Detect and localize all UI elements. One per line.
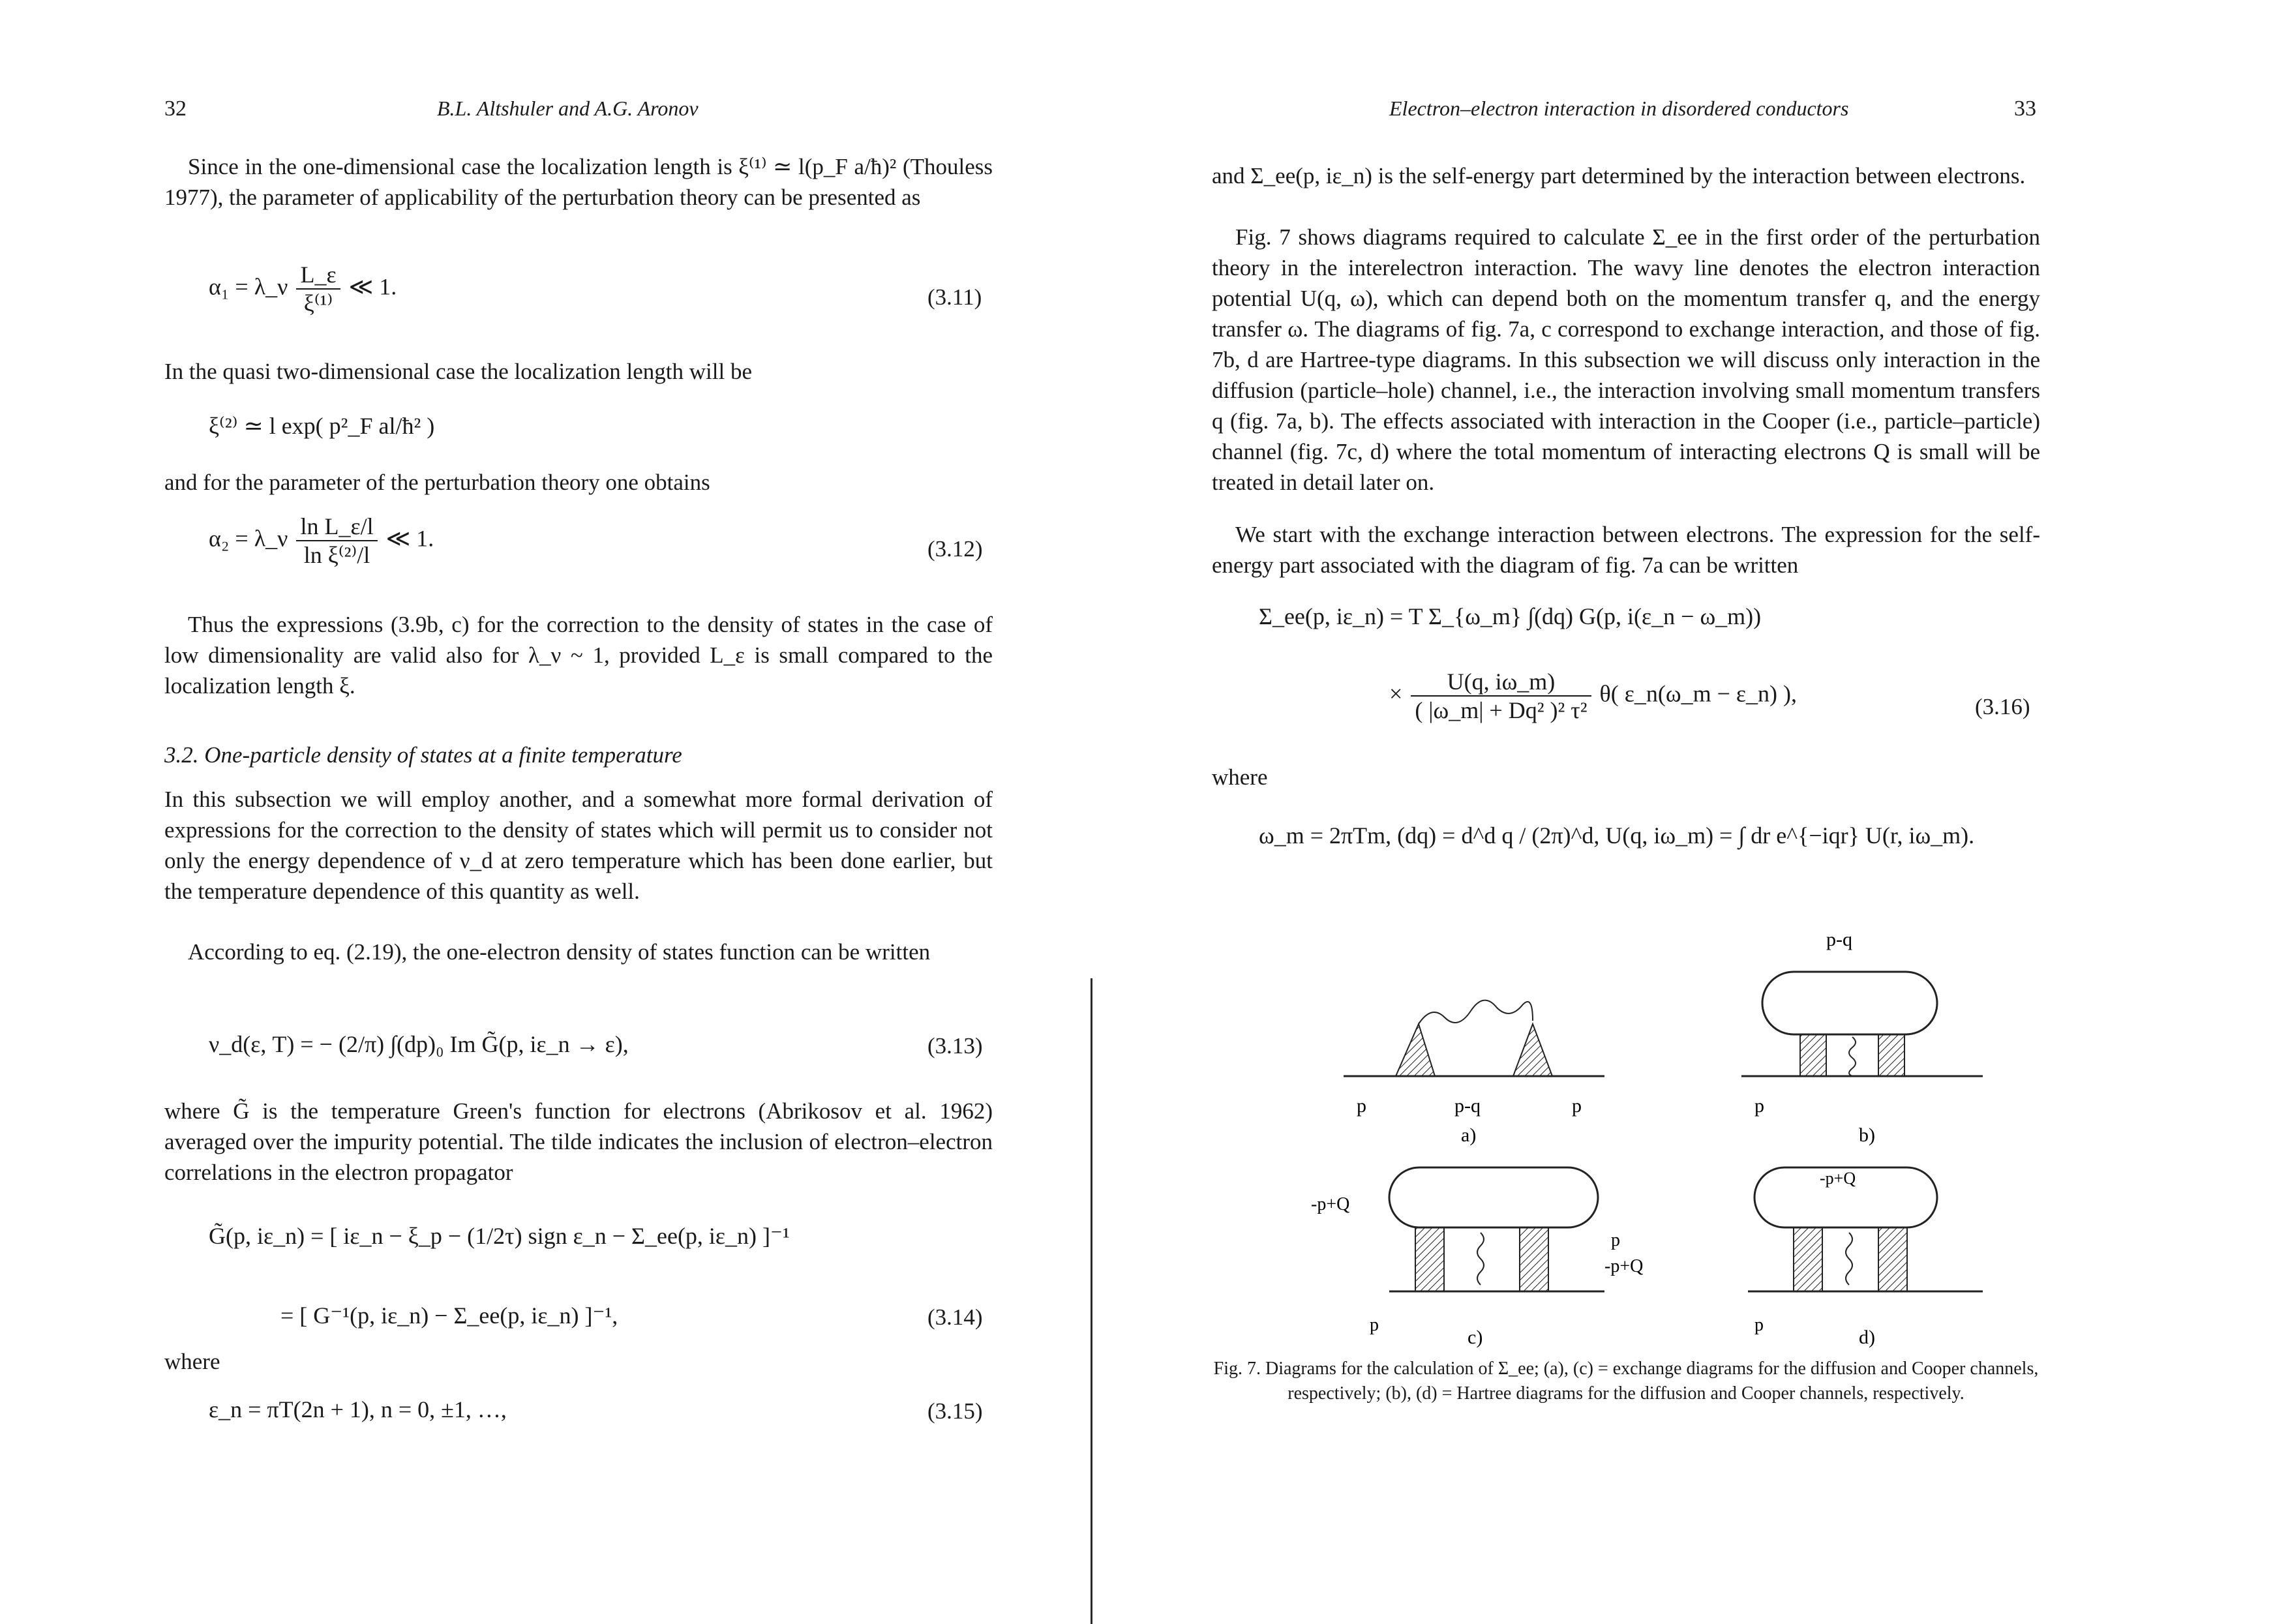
- diagram-c-left-block: [1415, 1227, 1444, 1291]
- equation-3-11: [209, 261, 397, 317]
- diagram-b-label-top: p-q: [1826, 929, 1852, 950]
- diagram-d-wavy-line: [1846, 1233, 1852, 1285]
- diagram-b-left-block: [1800, 1034, 1826, 1076]
- eq312-lhs: α₂ = λ_ν: [209, 525, 288, 552]
- section-title: 3.2. One-particle density of states at a finite temperature: [164, 742, 682, 768]
- diagram-c-label-left: -p+Q: [1311, 1194, 1350, 1214]
- left-where: where: [164, 1349, 220, 1374]
- diagram-c-tag: c): [1468, 1327, 1483, 1348]
- diagram-c-label-bottom: p: [1370, 1315, 1379, 1335]
- diagram-a: [1344, 1000, 1604, 1146]
- eq313-number: (3.13): [927, 1033, 983, 1059]
- eq311-rhs: ≪ 1.: [348, 273, 397, 300]
- equation-3-12: [209, 513, 434, 569]
- eq314-number: (3.14): [927, 1304, 983, 1330]
- left-paragraph-6: According to eq. (2.19), the one-electron density of states function can be written: [188, 939, 931, 965]
- diagram-a-label-mid: p-q: [1454, 1095, 1481, 1117]
- eq312-fraction: [296, 513, 377, 569]
- eq311-number: (3.11): [927, 284, 982, 310]
- diagram-a-tag: a): [1461, 1124, 1477, 1146]
- diagram-a-label-right: p: [1572, 1095, 1582, 1117]
- figure-caption: Fig. 7. Diagrams for the calculation of Σ_ee; (a), (c) = exchange diagrams for the diffusion and Cooper channels, respectively; (b), (d) = Hartree diagrams for the diffusion and Cooper channels, respectively.: [1213, 1359, 2039, 1404]
- figure-7: [1298, 926, 2015, 1370]
- equation-definitions: ω_m = 2πTm, (dq) = d^d q / (2π)^d, U(q, iω_m) = ∫ dr e^{−iqr} U(r, iω_m).: [1259, 822, 1975, 849]
- page-gutter-line: [1091, 978, 1092, 1624]
- diagram-b-wavy-line: [1849, 1037, 1856, 1076]
- diagram-b: [1741, 929, 1983, 1146]
- equation-3-14a: G̃(p, iε_n) = [ iε_n − ξ_p − (1/2τ) sign ε_n − Σ_ee(p, iε_n) ]⁻¹: [209, 1223, 790, 1249]
- left-paragraph-1: Since in the one-dimensional case the localization length is ξ⁽¹⁾ ≃ l(p_F a/ħ)² (Thouless 1977), the parameter of applicability of the perturbation theory can be presented as: [164, 154, 993, 210]
- equation-3-14b: = [ G⁻¹(p, iε_n) − Σ_ee(p, iε_n) ]⁻¹,: [280, 1302, 618, 1329]
- right-where: where: [1212, 764, 1268, 790]
- diagram-d-left-block: [1794, 1227, 1822, 1291]
- diagram-d-label-bottom: p: [1754, 1315, 1764, 1335]
- left-paragraph-3: and for the parameter of the perturbation theory one obtains: [164, 470, 710, 495]
- diagram-d-tag: d): [1859, 1327, 1875, 1348]
- diagram-d-right-block: [1878, 1227, 1907, 1291]
- diagram-c-label-right-mid: -p+Q: [1604, 1256, 1644, 1276]
- diagram-a-right-vertex: [1513, 1024, 1552, 1076]
- eq316-numerator: U(q, iω_m): [1411, 668, 1591, 697]
- diagram-c-wavy-line: [1477, 1233, 1484, 1285]
- eq315-number: (3.15): [927, 1398, 983, 1424]
- diagram-a-wavy-line: [1419, 1000, 1533, 1024]
- left-running-head: B.L. Altshuler and A.G. Aronov: [437, 97, 699, 120]
- eq312-number: (3.12): [927, 536, 983, 562]
- equation-3-15: ε_n = πT(2n + 1), n = 0, ±1, …,: [209, 1396, 507, 1422]
- diagram-b-loop: [1762, 972, 1937, 1034]
- eq312-numerator: ln L_ε/l: [296, 513, 377, 541]
- right-paragraph-2: Fig. 7 shows diagrams required to calculate Σ_ee in the first order of the perturbation theory in the interelectron interaction. The wavy line denotes the electron interaction potential U(q, ω), which can depend both on the momentum transfer q, and the energy transfer ω. The diagrams of fig. 7a, c correspond to exchange interaction, and those of fig. 7b, d are Hartree-type diagrams. In this subsection we will discuss only interaction in the diffusion (particle–hole) channel, i.e., the interaction involving small momentum transfers q (fig. 7a, b). The effects associated with interaction in the Cooper (i.e., particle–particle) channel (fig. 7c, d) where the total momentum of interacting electrons Q is small will be treated in detail later on.: [1212, 224, 2040, 495]
- diagram-c-loop: [1389, 1167, 1598, 1227]
- left-page-number: 32: [164, 97, 187, 121]
- eq312-denominator: ln ξ⁽²⁾/l: [303, 542, 370, 568]
- eq316-number: (3.16): [1975, 694, 2030, 719]
- left-page: [0, 0, 1083, 1617]
- equation-3-16a: Σ_ee(p, iε_n) = T Σ_{ω_m} ∫(dq) G(p, i(ε_n − ω_m)): [1259, 603, 1762, 629]
- eq316-denominator: ( |ω_m| + Dq² )² τ²: [1415, 697, 1588, 723]
- diagram-c-right-block: [1520, 1227, 1548, 1291]
- diagram-b-tag: b): [1859, 1124, 1875, 1146]
- eq311-numerator: L_ε: [296, 261, 340, 290]
- right-paragraph-1: and Σ_ee(p, iε_n) is the self-energy part determined by the interaction between electrons.: [1212, 163, 2026, 188]
- left-paragraph-2: In the quasi two-dimensional case the localization length will be: [164, 359, 752, 384]
- equation-3-13: ν_d(ε, T) = − (2/π) ∫(dp)₀ Im G̃(p, iε_n → ε),: [209, 1031, 629, 1057]
- left-paragraph-7: where G̃ is the temperature Green's function for electrons (Abrikosov et al. 1962) averaged over the impurity potential. The tilde indicates the inclusion of electron–electron correlations in the electron propagator: [164, 1098, 993, 1185]
- equation-xi2: ξ⁽²⁾ ≃ l exp( p²_F al/ħ² ): [209, 413, 435, 439]
- diagram-b-label-left: p: [1754, 1095, 1764, 1117]
- eq316-tail: θ( ε_n(ω_m − ε_n) ),: [1599, 680, 1797, 707]
- left-paragraph-4: Thus the expressions (3.9b, c) for the correction to the density of states in the case of low dimensionality are valid also for λ_ν ~ 1, provided L_ε is small compared to the localization length ξ.: [164, 612, 993, 699]
- diagram-c-label-right-top: p: [1611, 1230, 1620, 1250]
- diagram-b-right-block: [1878, 1034, 1904, 1076]
- diagram-a-label-left: p: [1357, 1095, 1366, 1117]
- eq312-rhs: ≪ 1.: [385, 525, 434, 552]
- eq316-fraction: [1411, 668, 1591, 724]
- left-paragraph-5: In this subsection we will employ another, and a somewhat more formal derivation of expressions for the correction to the density of states which will permit us to consider not only the energy dependence of ν_d at zero temperature which has been done earlier, but the temperature dependence of this quantity as well.: [164, 787, 993, 904]
- diagram-d-label-top: -p+Q: [1820, 1169, 1856, 1188]
- right-paragraph-3: We start with the exchange interaction between electrons. The expression for the self-energy part associated with the diagram of fig. 7a can be written: [1212, 522, 2040, 578]
- eq311-lhs: α₁ = λ_ν: [209, 273, 288, 300]
- right-running-head: Electron–electron interaction in disordered conductors: [1389, 97, 1849, 120]
- diagram-c: [1311, 1167, 1643, 1348]
- eq311-fraction: [296, 261, 340, 317]
- right-page: [1102, 0, 2288, 1617]
- equation-3-16b: × $\frac{U(q, i\omega\_m)}{\text{( |ω\_m| + Dq² )² τ²}}$ θ( ε_n(ω_m − ε_n) ),: [1389, 669, 1797, 723]
- eq311-denominator: ξ⁽¹⁾: [303, 290, 333, 316]
- diagram-a-left-vertex: [1396, 1024, 1435, 1076]
- diagram-d: [1748, 1167, 1983, 1348]
- right-page-number: 33: [2014, 97, 2036, 121]
